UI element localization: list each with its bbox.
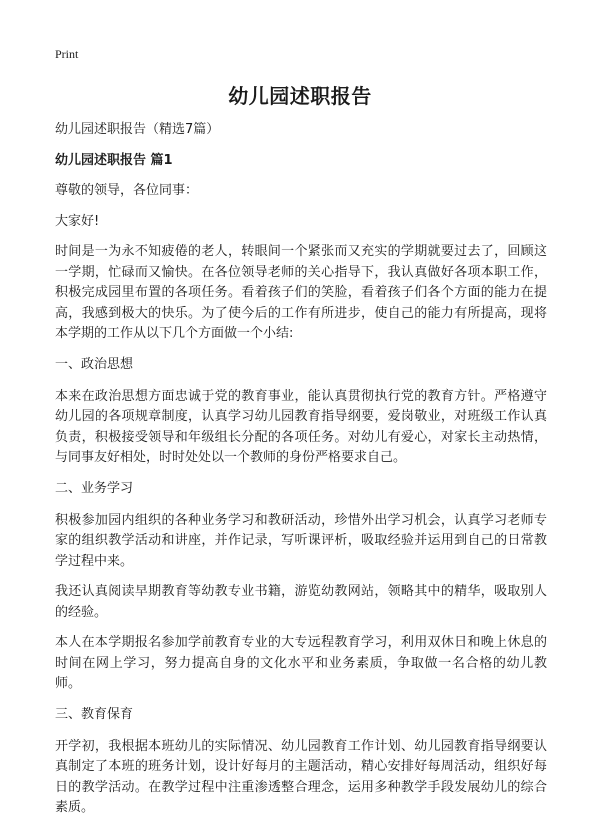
heading-study: 二、业务学习 bbox=[55, 480, 134, 496]
study-paragraph-3: 本人在本学期报名参加学前教育专业的大专远程教育学习，利用双休日和晚上休息的时间在网上学习，努力提高自身的文化水平和业务素质，争取做一名合格的幼儿教师。 bbox=[55, 635, 547, 691]
section-title: 幼儿园述职报告 篇1 bbox=[55, 153, 173, 168]
print-link[interactable]: Print bbox=[55, 47, 79, 61]
hello-paragraph: 大家好! bbox=[55, 213, 100, 229]
study-paragraph-1: 积极参加园内组织的各种业务学习和教研活动，珍惜外出学习机会，认真学习老师专家的组织教学活动和讲座，并作记录，写听课评析，吸取经验并运用到自己的日常教学过程中来。 bbox=[55, 512, 547, 569]
document-body bbox=[55, 120, 547, 829]
heading-politics: 一、政治思想 bbox=[55, 356, 134, 372]
greeting-paragraph: 尊敬的领导，各位同事： bbox=[55, 183, 199, 198]
page-title: 幼儿园述职报告 bbox=[228, 84, 372, 108]
politics-paragraph: 本来在政治思想方面忠诚于党的教育事业，能认真贯彻执行党的教育方针。严格遵守幼儿园的各项规章制度，认真学习幼儿园教育指导纲要，爱岗敬业，对班级工作认真负责，积极接受领导和年级组长分配的各项任务。对幼儿有爱心，对家长主动热情，与同事友好相处，时时处处以一个教师的身份严格要求自己。 bbox=[55, 388, 547, 465]
heading-education: 三、教育保育 bbox=[55, 706, 134, 722]
document-subtitle: 幼儿园述职报告（精选7篇） bbox=[55, 122, 220, 137]
study-paragraph-2: 我还认真阅读早期教育等幼教专业书籍，游览幼教网站，领略其中的精华，吸取别人的经验。 bbox=[55, 584, 547, 620]
education-paragraph: 开学初，我根据本班幼儿的实际情况、幼儿园教育工作计划、幼儿园教育指导纲要认真制定了本班的班务计划，设计好每月的主题活动，精心安排好每周活动，组织好每日的教学活动。在教学过程中注重渗透整合理念，运用多种教学手段发展幼儿的综合素质。 bbox=[55, 738, 547, 815]
intro-paragraph: 时间是一为永不知疲倦的老人，转眼间一个紧张而又充实的学期就要过去了，回顾这一学期，忙碌而又愉快。在各位领导老师的关心指导下，我认真做好各项本职工作，积极完成园里布置的各项任务。看着孩子们的笑脸，看着孩子们各个方面的能力在提高，我感到极大的快乐。为了使今后的工作有所进步，使自己的能力有所提高，现将本学期的工作从以下几个方面做一个小结: bbox=[55, 244, 547, 341]
